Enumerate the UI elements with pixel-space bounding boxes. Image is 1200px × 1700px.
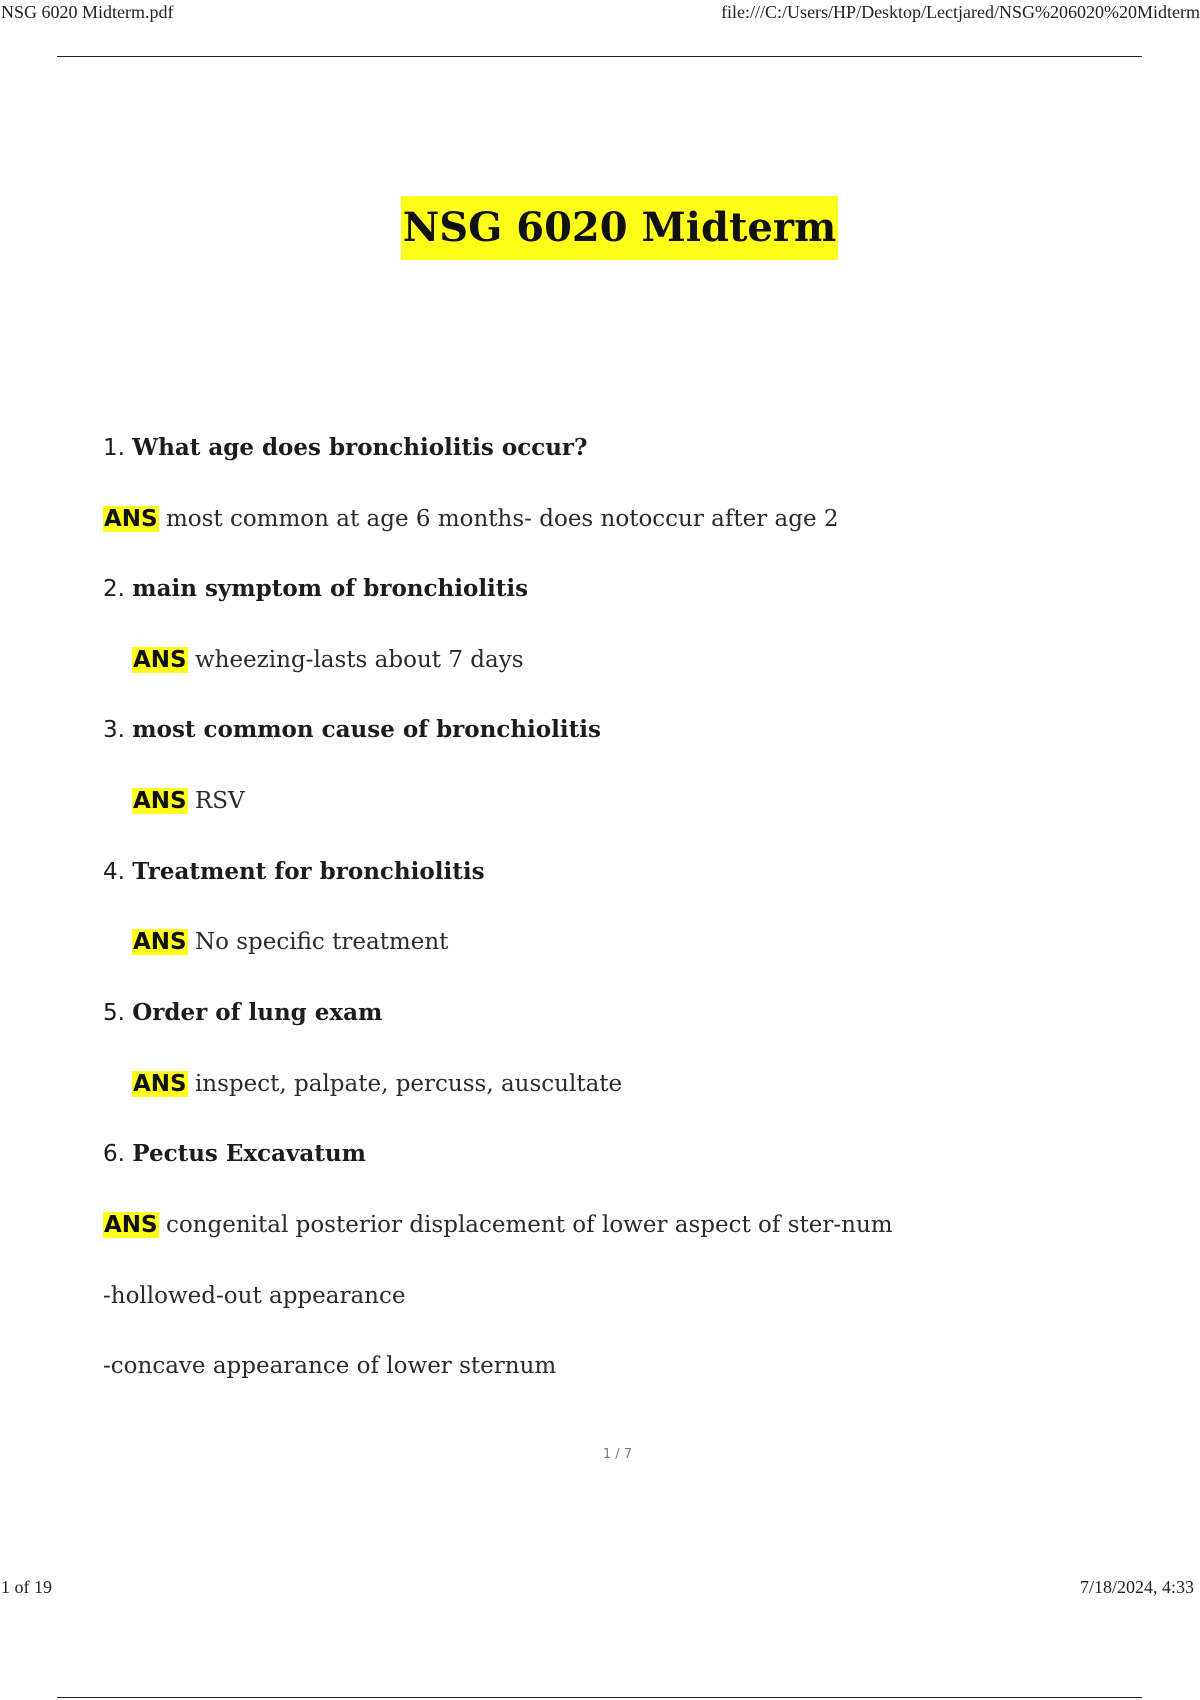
answer-label: ANS xyxy=(133,1071,187,1097)
answer-label: ANS xyxy=(104,506,158,532)
question-text: most common cause of bronchiolitis xyxy=(132,716,601,743)
question-5 xyxy=(103,997,382,1029)
answer-4 xyxy=(132,926,448,958)
top-rule xyxy=(57,56,1142,57)
document-title: NSG 6020 Midterm xyxy=(401,196,839,260)
answer-text: No specific treatment xyxy=(194,929,449,955)
question-text: What age does bronchiolitis occur? xyxy=(132,434,588,461)
answer-text: most common at age 6 months- does notoccur after age 2 xyxy=(165,506,839,532)
answer-label: ANS xyxy=(133,647,187,673)
answer-text: inspect, palpate, percuss, auscultate xyxy=(194,1071,623,1097)
question-4 xyxy=(103,856,485,888)
answer-2 xyxy=(132,644,524,676)
question-number: 5. xyxy=(103,1000,125,1026)
question-1 xyxy=(103,432,588,464)
title-block xyxy=(0,196,1200,260)
page-indicator: 1 / 7 xyxy=(602,1447,633,1462)
question-number: 2. xyxy=(103,576,125,602)
answer-label: ANS xyxy=(104,1212,158,1238)
answer-label: ANS xyxy=(133,788,187,814)
question-2 xyxy=(103,573,528,605)
question-text: Pectus Excavatum xyxy=(132,1140,366,1167)
question-3 xyxy=(103,714,601,746)
question-text: Treatment for bronchiolitis xyxy=(132,858,485,885)
answer-5 xyxy=(132,1068,622,1100)
answer-text: RSV xyxy=(194,788,245,814)
question-text: Order of lung exam xyxy=(132,999,383,1026)
question-number: 4. xyxy=(103,859,125,885)
answer-6-extra-line-2: -concave appearance of lower sternum xyxy=(103,1353,557,1379)
bottom-rule xyxy=(57,1697,1142,1698)
answer-6-extra-line-1: -hollowed-out appearance xyxy=(103,1283,406,1309)
answer-label: ANS xyxy=(133,929,187,955)
question-text: main symptom of bronchiolitis xyxy=(132,575,529,602)
print-footer-timestamp: 7/18/2024, 4:33 xyxy=(1079,1577,1194,1597)
question-number: 1. xyxy=(103,435,125,461)
answer-text: congenital posterior displacement of lower aspect of ster-num xyxy=(165,1212,893,1238)
answer-6 xyxy=(103,1209,893,1241)
question-number: 3. xyxy=(103,717,125,743)
answer-3 xyxy=(132,785,245,817)
answer-1 xyxy=(103,503,839,535)
print-header-filename: NSG 6020 Midterm.pdf xyxy=(1,2,174,22)
answer-text: wheezing-lasts about 7 days xyxy=(194,647,524,673)
print-footer-page-count: 1 of 19 xyxy=(1,1577,52,1597)
question-number: 6. xyxy=(103,1141,125,1167)
question-6 xyxy=(103,1138,366,1170)
print-header-url: file:///C:/Users/HP/Desktop/Lectjared/NSG%206020%20Midterm xyxy=(721,2,1200,22)
